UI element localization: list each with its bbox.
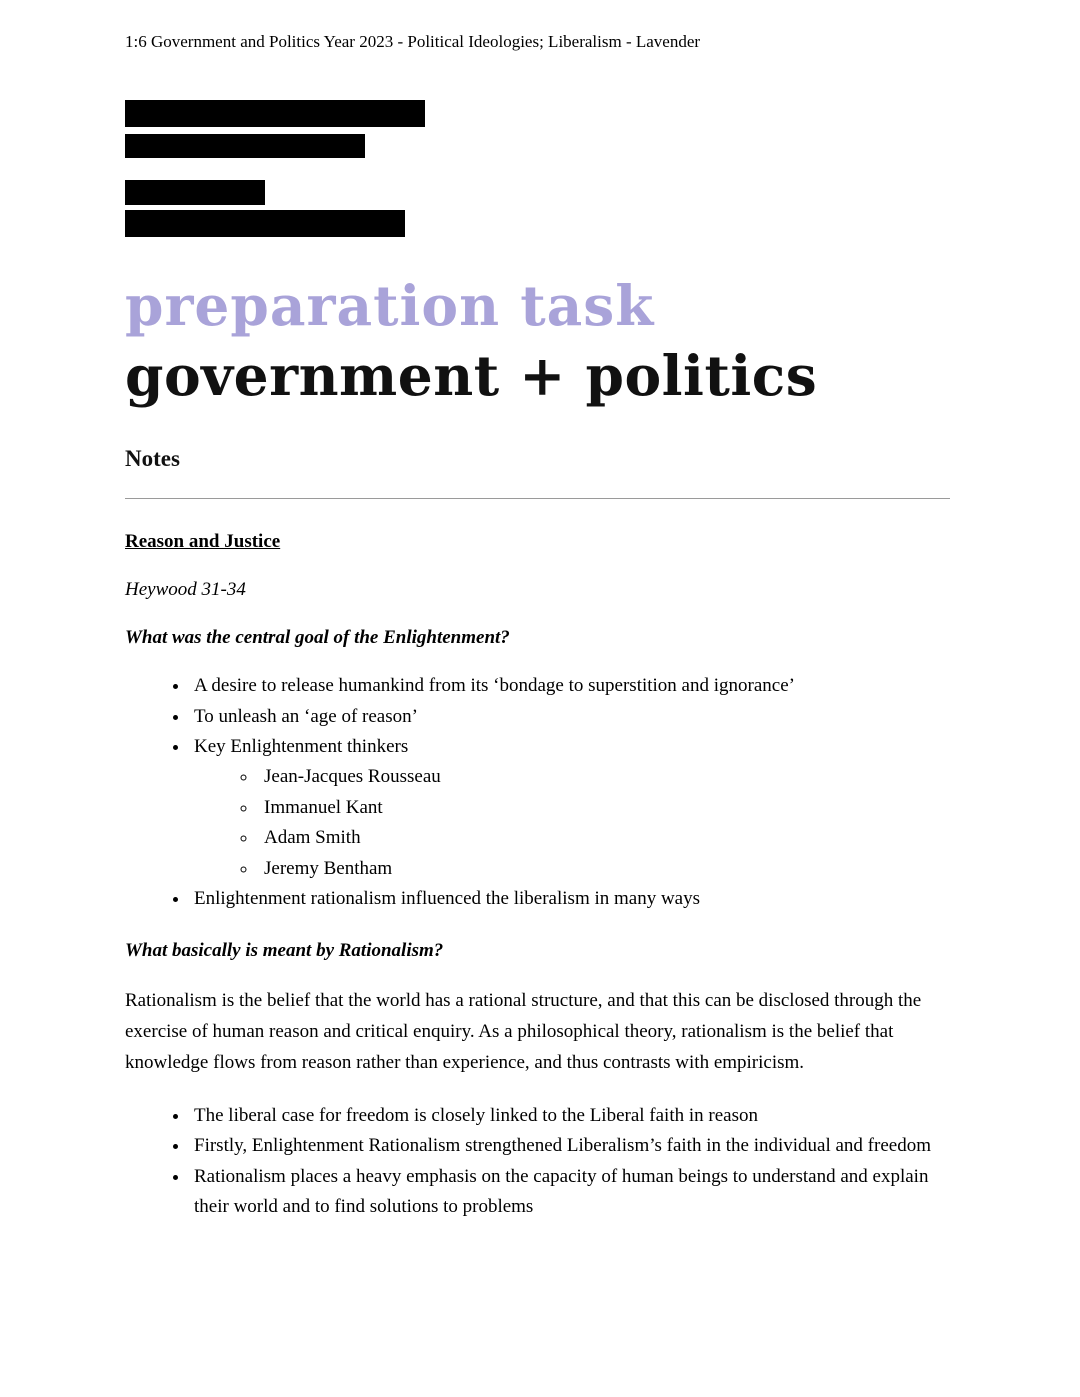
redaction-bar-1 (125, 100, 425, 127)
list-item (258, 793, 950, 823)
list-item-text: To unleash an ‘age of reason’ (194, 705, 418, 727)
list-item (258, 854, 950, 884)
title-preparation-task: preparation task (125, 272, 655, 338)
list-item (190, 1162, 950, 1223)
horizontal-divider (125, 498, 950, 499)
section-heading-reason-and-justice: Reason and Justice (125, 531, 281, 553)
list-item (190, 1131, 950, 1161)
redaction-bar-2 (125, 134, 365, 158)
question-enlightenment-goal: What was the central goal of the Enlightenment? (125, 627, 510, 649)
document-header-line: 1:6 Government and Politics Year 2023 - Political Ideologies; Liberalism - Lavender (125, 32, 701, 51)
enlightenment-thinkers-list (194, 762, 950, 884)
question-rationalism-meaning: What basically is meant by Rationalism? (125, 940, 444, 962)
list-item-text: Enlightenment rationalism influenced the liberalism in many ways (194, 888, 701, 910)
list-item-text: A desire to release humankind from its ‘bondage to superstition and ignorance’ (194, 675, 795, 697)
q2-bullet-list (125, 1101, 950, 1223)
list-item-text: Rationalism places a heavy emphasis on the capacity of human beings to understand and explain their world and to find solutions to problems (194, 1165, 929, 1217)
list-item (190, 884, 950, 914)
list-item (258, 762, 950, 792)
list-item-text: Immanuel Kant (264, 796, 383, 818)
title-government-politics: government + politics (125, 342, 818, 408)
list-item-text: Firstly, Enlightenment Rationalism strengthened Liberalism’s faith in the individual and freedom (194, 1135, 931, 1157)
reference-citation: Heywood 31-34 (125, 579, 246, 601)
list-item-text: The liberal case for freedom is closely linked to the Liberal faith in reason (194, 1104, 758, 1126)
list-item (190, 671, 950, 701)
list-item (258, 823, 950, 853)
list-item-text: Key Enlightenment thinkers (194, 736, 409, 758)
list-item-text: Adam Smith (264, 827, 361, 849)
list-item-text: Jeremy Bentham (264, 857, 393, 879)
list-item (190, 732, 950, 884)
q1-bullet-list (125, 671, 950, 914)
rationalism-definition-paragraph: Rationalism is the belief that the world has a rational structure, and that this can be disclosed through the exercise of human reason and critical enquiry. As a philosophical theory, rationalism is the belief that knowledge flows from reason rather than experience, and thus contrasts with empiricism. (125, 990, 922, 1073)
list-item-text: Jean-Jacques Rousseau (264, 766, 441, 788)
redaction-bar-3 (125, 180, 265, 205)
list-item (190, 1101, 950, 1131)
notes-heading: Notes (125, 446, 180, 472)
redaction-bar-4 (125, 210, 405, 237)
list-item (190, 702, 950, 732)
redacted-block (125, 100, 950, 237)
